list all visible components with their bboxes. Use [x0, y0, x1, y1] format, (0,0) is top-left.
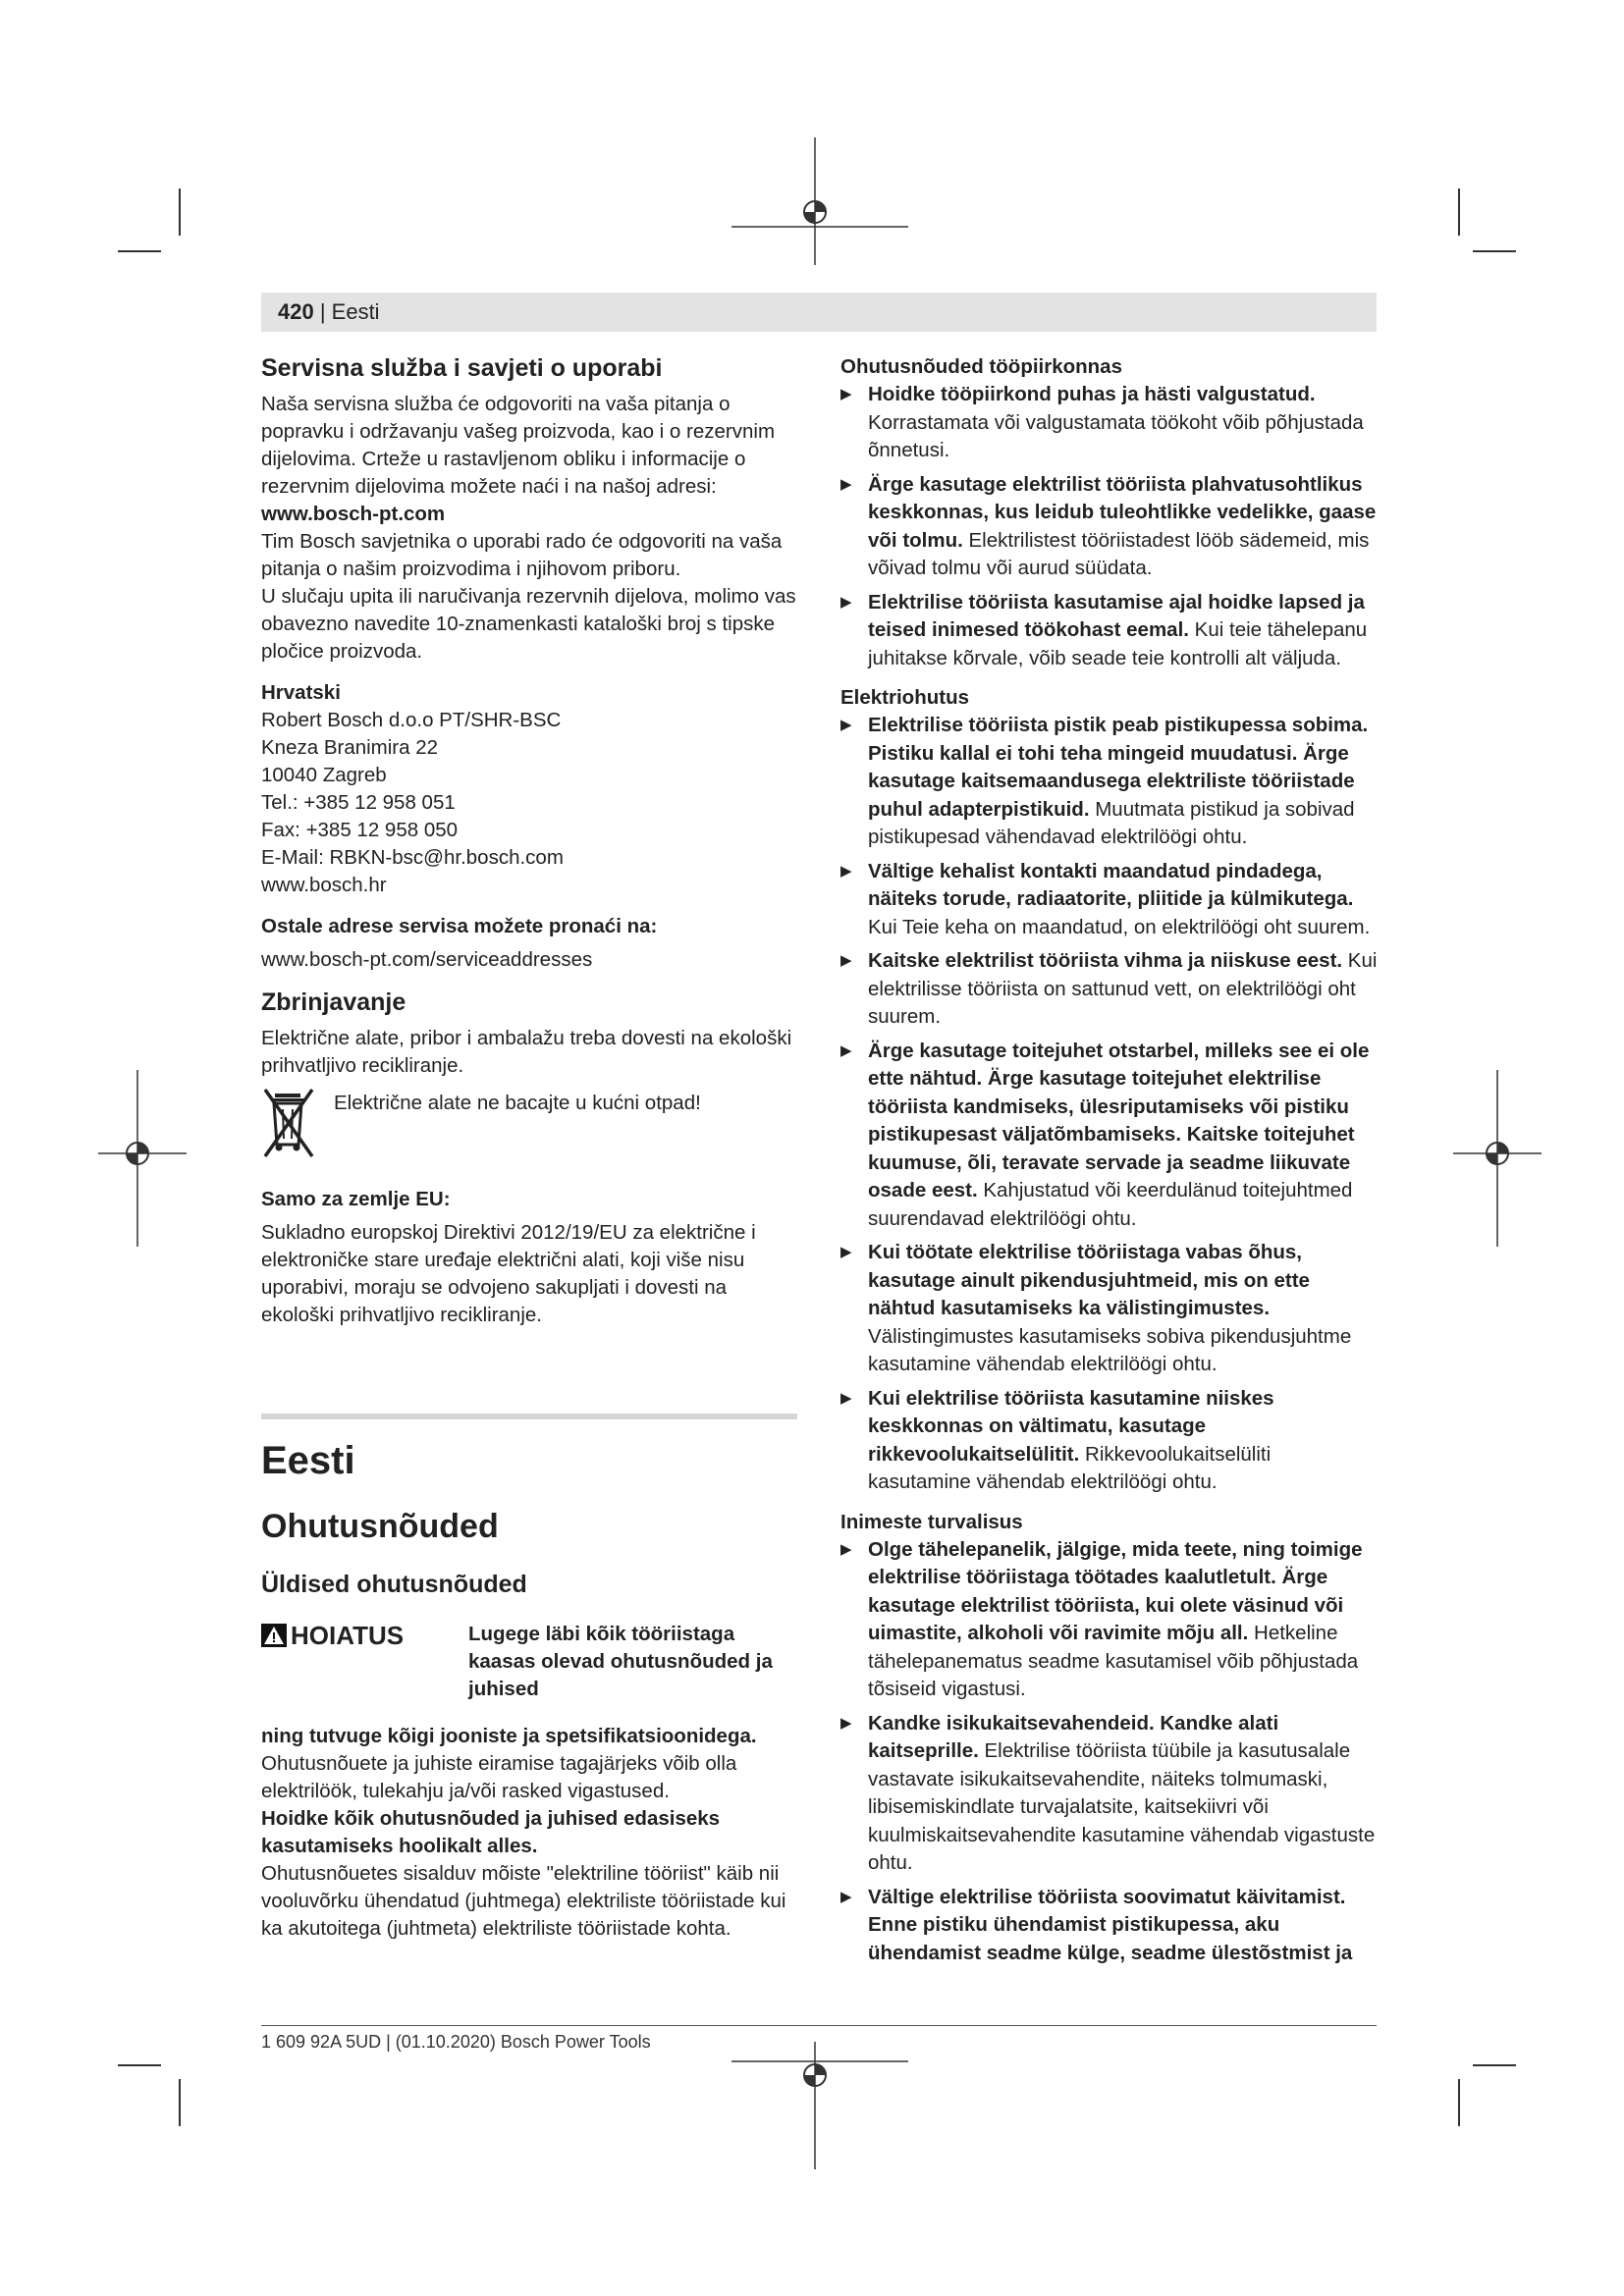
footer-divider: [261, 2025, 1377, 2026]
personal-safety-title: Inimeste turvalisus: [840, 1510, 1023, 1533]
address-line: Robert Bosch d.o.o PT/SHR-BSC: [261, 709, 562, 731]
crop-mark: [118, 250, 161, 252]
disposal-title: Zbrinjavanje: [261, 988, 406, 1016]
list-item: ▶ Elektrilise tööriista kasutamise ajal hoidke lapsed ja teised inimesed töökohast eemal. Kui teie tähelepanu juhitakse kõrvale, võib seade teie kontrolli alt väljuda.: [840, 589, 1379, 673]
warning-block: [261, 1621, 797, 1703]
address-line: Tel.: +385 12 958 051: [261, 791, 456, 814]
crop-mark: [179, 188, 181, 236]
service-url[interactable]: www.bosch-pt.com: [261, 503, 446, 525]
address-line[interactable]: E-Mail: RBKN-bsc@hr.bosch.com: [261, 846, 564, 869]
warning-paragraph: Ohutusnõuete ja juhiste eiramise tagajärjeks võib olla elektrilöök, tulekahju ja/või rasked vigastused.: [261, 1752, 737, 1802]
address-line[interactable]: www.bosch.hr: [261, 874, 387, 896]
warning-triangle-icon: [261, 1624, 287, 1647]
address-line: Kneza Branimira 22: [261, 736, 439, 759]
service-paragraph: Naša servisna služba će odgovoriti na vaša pitanja o popravku i održavanju vašeg proizvoda, kao i o rezervnim dijelovima. Crteže u rastavljenom obliku i informacije o rezervnim dijelovima možete naći i na našoj adresi:: [261, 393, 776, 498]
header-section: | Eesti: [313, 299, 380, 324]
address-line: 10040 Zagreb: [261, 764, 387, 786]
list-item: ▶ Vältige elektrilise tööriista soovimatut käivitamist. Enne pistiku ühendamist pistikupessa, aku ühendamist seadme külge, seadme ülestõstmist ja: [840, 1884, 1379, 1968]
crop-mark: [1458, 188, 1460, 236]
warning-label-text: HOIATUS: [291, 1620, 405, 1650]
eu-title: Samo za zemlje EU:: [261, 1188, 451, 1210]
list-item: ▶ Ärge kasutage elektrilist tööriista plahvatusohtlikus keskkonnas, kus leidub tuleohtlikke vedelikke, gaase või tolmu. Elektrilistest tööriistadest lööb sädemeid, mis võivad tolmu või aurud süüdata.: [840, 471, 1379, 583]
registration-mark-icon: [731, 2042, 908, 2169]
service-paragraph: Tim Bosch savjetnika o uporabi rado će odgovoriti na vaša pitanja o našim proizvodima i njihovom priboru.: [261, 530, 783, 580]
crop-mark: [1473, 2064, 1516, 2066]
electrical-safety-title: Elektriohutus: [840, 686, 969, 709]
page-number: 420: [278, 299, 314, 324]
work-area-title: Ohutusnõuded tööpiirkonnas: [840, 355, 1122, 378]
section-divider: [261, 1414, 797, 1419]
crossed-out-bin-icon: [261, 1086, 316, 1164]
crop-mark: [1473, 250, 1516, 252]
hr-title: Hrvatski: [261, 681, 341, 704]
registration-mark-icon: [98, 1070, 187, 1247]
list-item: ▶ Kui töötate elektrilise tööriistaga vabas õhus, kasutage ainult pikendusjuhtmeid, mis on ette nähtud kasutamiseks ka välistingimustes. Välistingimustes kasutamiseks sobiva pikendusjuhtme kasutamine vähendab elektrilöögi ohtu.: [840, 1239, 1379, 1379]
disposal-paragraph: Električne alate, pribor i ambalažu treba dovesti na ekološki prihvatljivo recikliranje.: [261, 1027, 792, 1077]
service-title: Servisna služba i savjeti o uporabi: [261, 354, 663, 382]
other-addresses-title: Ostale adrese servisa možete pronaći na:: [261, 915, 658, 937]
list-item: ▶ Kaitske elektrilist tööriista vihma ja niiskuse eest. Kui elektrilisse tööriista on sattunud vett, on elektrilöögi oht suurem.: [840, 947, 1379, 1032]
safety-title: Ohutusnõuded: [261, 1508, 499, 1545]
other-addresses-url[interactable]: www.bosch-pt.com/serviceaddresses: [261, 948, 593, 971]
term-paragraph: Ohutusnõuetes sisalduv mõiste "elektriline tööriist" käib nii vooluvõrku ühendatud (juhtmega) elektriliste tööriistade kui ka akutoitega (juhtmeta) elektriliste tööriistade kohta.: [261, 1862, 786, 1940]
page-footer: 1 609 92A 5UD | (01.10.2020) Bosch Power Tools: [261, 2032, 651, 2052]
crop-mark: [118, 2064, 161, 2066]
registration-mark-icon: [1453, 1070, 1542, 1247]
disposal-notice: [261, 1086, 797, 1164]
warning-text-cont: ning tutvuge kõigi jooniste ja spetsifikatsioonidega.: [261, 1725, 757, 1747]
service-paragraph: U slučaju upita ili naručivanja rezervnih dijelova, molimo vas obavezno navedite 10-znamenkasti kataloški broj s tipske pločice proizvoda.: [261, 585, 796, 663]
crop-mark: [179, 2079, 181, 2126]
left-column: [261, 353, 797, 1943]
list-item: ▶ Kui elektrilise tööriista kasutamine niiskes keskkonnas on vältimatu, kasutage rikkevoolukaitselülitit. Rikkevoolukaitselüliti kasutamine vähendab elektrilöögi ohtu.: [840, 1385, 1379, 1497]
eu-paragraph: Sukladno europskoj Direktivi 2012/19/EU za električne i elektroničke stare uređaje električni alati, koji više nisu uporabivi, moraju se odvojeno sakupljati i dovesti na ekološki prihvatljivo recikliranje.: [261, 1221, 756, 1326]
registration-mark-icon: [731, 137, 908, 265]
disposal-icon-text: Električne alate ne bacajte u kućni otpad!: [334, 1092, 701, 1114]
page-header: [278, 299, 380, 325]
list-item: ▶ Vältige kehalist kontakti maandatud pindadega, näiteks torude, radiaatorite, pliitide ja külmikutega. Kui Teie keha on maandatud, on elektrilöögi oht suurem.: [840, 858, 1379, 942]
eesti-title: Eesti: [261, 1439, 355, 1482]
keep-instructions: Hoidke kõik ohutusnõuded ja juhised edasiseks kasutamiseks hoolikalt alles.: [261, 1807, 721, 1857]
crop-mark: [1458, 2079, 1460, 2126]
general-safety-title: Üldised ohutusnõuded: [261, 1571, 527, 1598]
right-column: [840, 353, 1379, 1973]
page-header-bar: [261, 293, 1377, 332]
list-item: ▶ Ärge kasutage toitejuhet otstarbel, milleks see ei ole ette nähtud. Ärge kasutage toitejuhet elektrilise tööriista kandmiseks, ülesriputamiseks või pistiku pistikupesast väljatõmbamiseks. Kaitske toitejuhet kuumuse, õli, teravate servade ja seadme liikuvate osade eest. Kahjustatud või keerdulänud toitejuhtmed suurendavad elektrilöögi ohtu.: [840, 1038, 1379, 1234]
list-item: ▶ Hoidke tööpiirkond puhas ja hästi valgustatud. Korrastamata või valgustamata töökoht võib põhjustada õnnetusi.: [840, 381, 1379, 465]
list-item: ▶ Elektrilise tööriista pistik peab pistikupessa sobima. Pistiku kallal ei tohi teha mingeid muudatusi. Ärge kasutage kaitsemaandusega elektriliste tööriistade puhul adapterpistikuid. Muutmata pistikud ja sobivad pistikupesad vähendavad elektrilöögi ohtu.: [840, 712, 1379, 852]
list-item: ▶ Olge tähelepanelik, jälgige, mida teete, ning toimige elektrilise tööriistaga töötades kaalutletult. Ärge kasutage elektrilist tööriista, kui olete väsinud või uimastite, alkoholi või ravimite mõju all. Hetkeline tähelepanematus seadme kasutamisel võib põhjustada tõsiseid vigastusi.: [840, 1536, 1379, 1704]
warning-label: [261, 1621, 404, 1651]
list-item: ▶ Kandke isikukaitsevahendeid. Kandke alati kaitseprille. Elektrilise tööriista tüübile ja kasutusalale vastavate isikukaitsevahendite, näiteks tolmumaski, libisemiskindlate turvajalatsite, kaitsekiivri või kuulmiskaitsevahendite kasutamine vähendab vigastuste ohtu.: [840, 1710, 1379, 1878]
address-line: Fax: +385 12 958 050: [261, 819, 459, 841]
warning-text: Lugege läbi kõik tööriistaga kaasas olevad ohutusnõuded ja juhised: [468, 1622, 773, 1700]
